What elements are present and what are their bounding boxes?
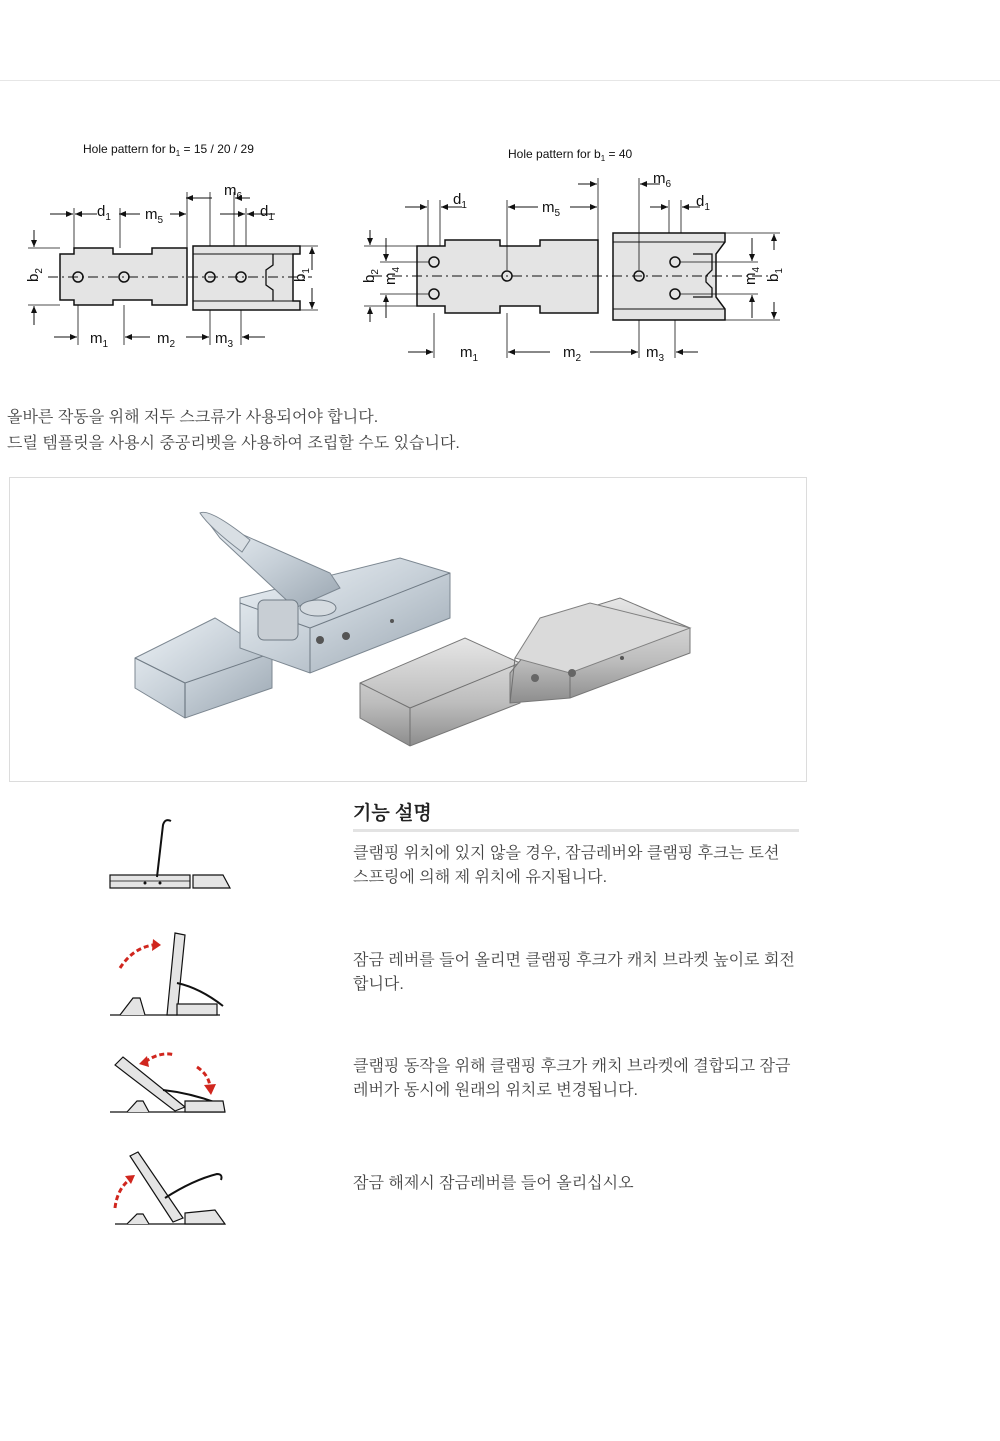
dim-b1: $b_1$ xyxy=(292,268,312,282)
dim-d1-right: $d_1$ xyxy=(696,193,710,213)
dim-m5: $m_5$ xyxy=(145,206,164,226)
dim-m3: $m_3$ xyxy=(646,344,665,364)
dim-m4-left: $m_4$ xyxy=(382,266,402,285)
step-2-diagram-icon xyxy=(105,928,235,1023)
function-title: 기능 설명 xyxy=(353,803,432,824)
hook-outline xyxy=(613,233,725,320)
dim-m1: $m_1$ xyxy=(460,344,479,364)
dim-m2: $m_2$ xyxy=(157,330,176,350)
dim-m6: $m_6$ xyxy=(653,170,672,190)
note-line: 올바른 작동을 위해 저두 스크류가 사용되어야 합니다. xyxy=(7,409,379,426)
dim-b2: $b_2$ xyxy=(361,269,381,283)
caption: Hole pattern for $b_1 = 40$ xyxy=(508,147,633,163)
step-4-text: 잠금 해제시 잠금레버를 들어 올리십시오 xyxy=(353,1175,634,1192)
dim-m3: $m_3$ xyxy=(215,330,234,350)
dim-d1-left: $d_1$ xyxy=(97,203,111,223)
step-1-text: 클램핑 위치에 있지 않을 경우, 잠금레버와 클램핑 후크는 토션 스프링에 의해 제 위치에 유지됩니다. xyxy=(353,845,780,886)
hole-pattern-drawing-small xyxy=(0,130,340,360)
step-3-text: 클램핑 동작을 위해 클램핑 후크가 캐치 브라켓에 결합되고 잠금레버가 동시에 원래의 위치로 변경됩니다. xyxy=(353,1058,791,1099)
hole-pattern-drawing-large xyxy=(350,130,800,370)
note-line: 드릴 템플릿을 사용시 중공리벳을 사용하여 조립할 수도 있습니다. xyxy=(7,435,460,452)
step-4-diagram-icon xyxy=(105,1150,235,1230)
step-3-diagram-icon xyxy=(105,1045,235,1120)
step-2-text: 잠금 레버를 들어 올리면 클램핑 후크가 캐치 브라켓 높이로 회전합니다. xyxy=(353,952,795,993)
dim-d1-right: $d_1$ xyxy=(260,203,274,223)
toggle-latch-illustration xyxy=(10,478,806,781)
function-title-underline xyxy=(353,829,799,832)
dim-m2: $m_2$ xyxy=(563,344,582,364)
installation-notes xyxy=(7,405,460,457)
dim-m4-right: $m_4$ xyxy=(742,266,762,285)
dim-b1: $b_1$ xyxy=(765,268,785,282)
step-1-diagram-icon xyxy=(105,815,235,895)
dim-m6: $m_6$ xyxy=(224,182,243,202)
dim-m5: $m_5$ xyxy=(542,199,561,219)
dim-d1-left: $d_1$ xyxy=(453,191,467,211)
dim-m1: $m_1$ xyxy=(90,330,109,350)
dim-b2: $b_2$ xyxy=(25,268,45,282)
caption: Hole pattern for $b_1 = 15 / 20 / 29$ xyxy=(83,142,254,158)
product-photo xyxy=(9,477,807,782)
top-divider xyxy=(0,80,1000,81)
